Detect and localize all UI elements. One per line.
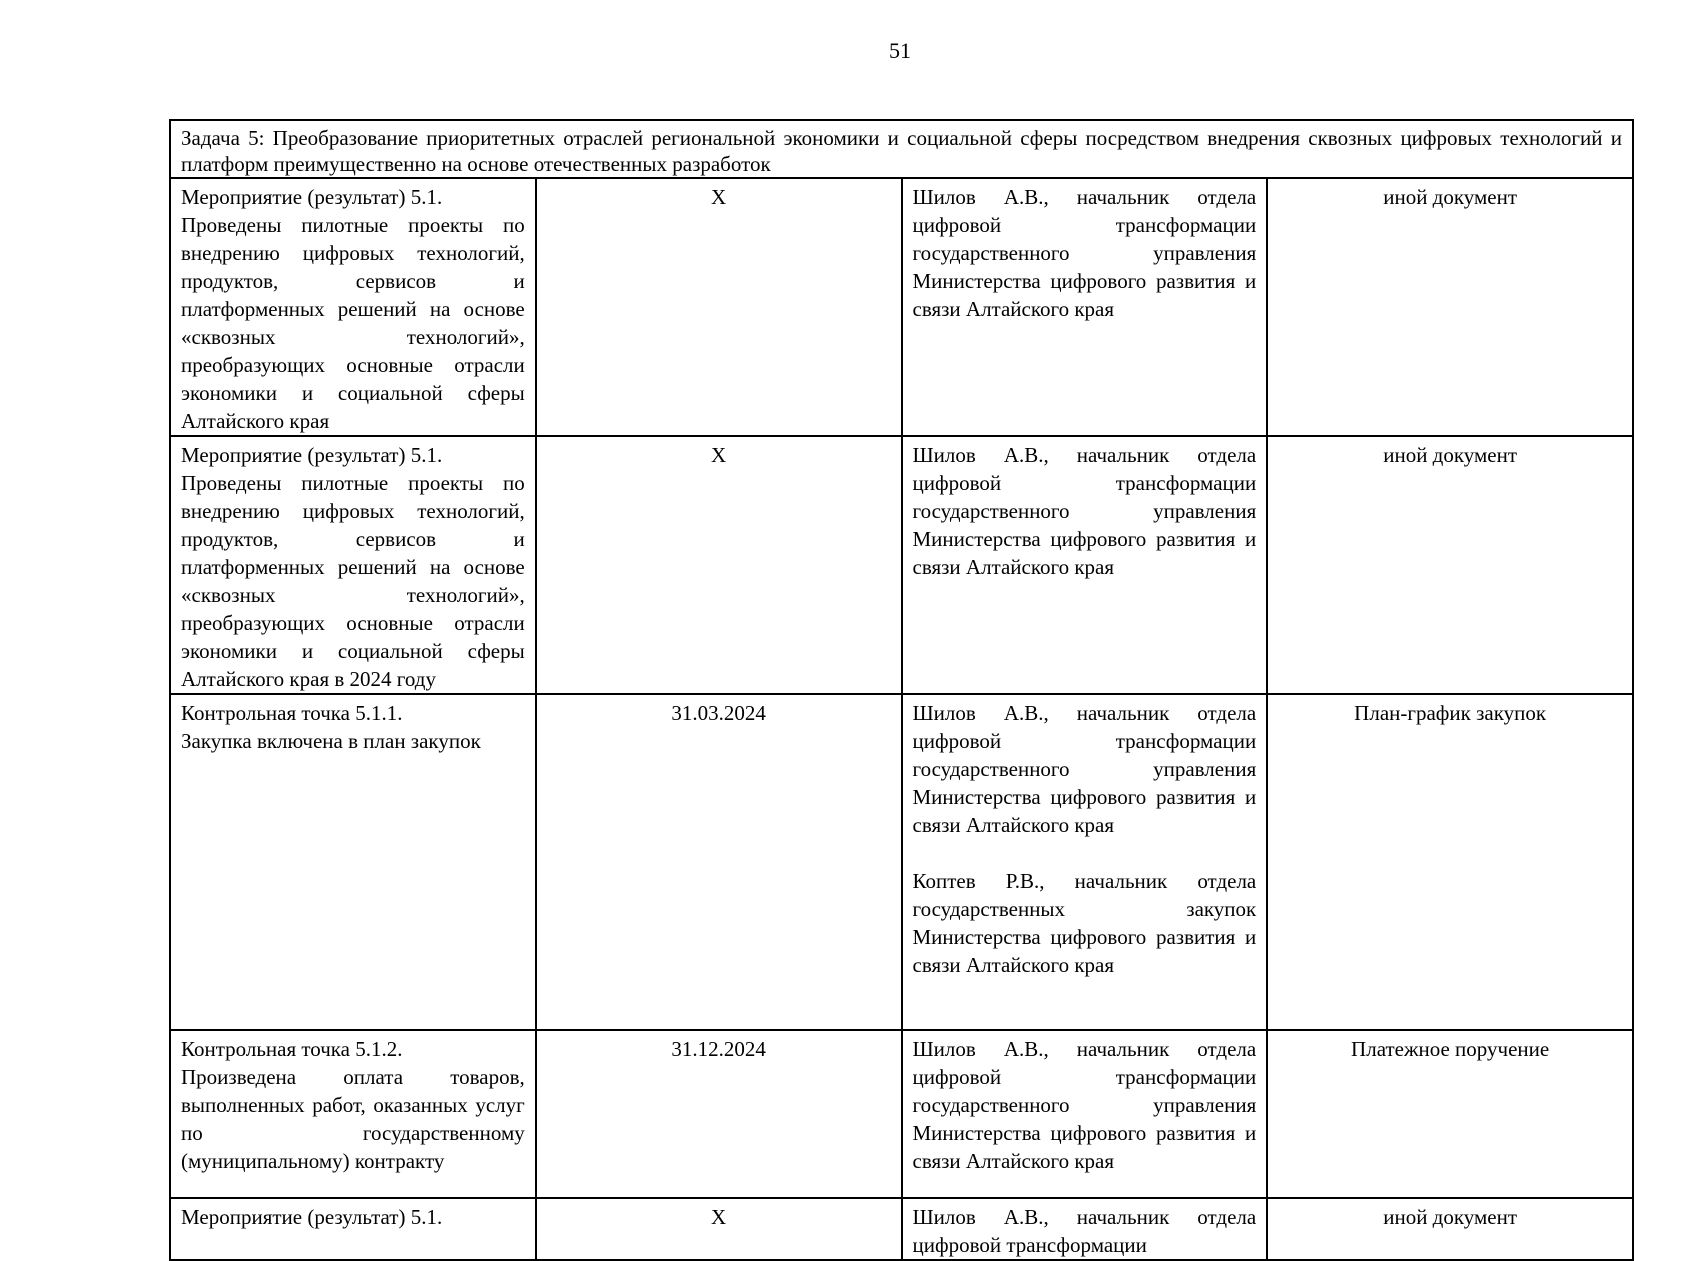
responsible-person: Шилов А.В., начальник отдела цифровой трансформации государственного управления Министерства цифрового развития и связи Алтайского края: [912, 443, 1257, 579]
event-title: Мероприятие (результат) 5.1.: [181, 185, 443, 209]
event-text: Произведена оплата товаров, выполненных работ, оказанных услуг по государственному (муниципальному) контракту: [181, 1065, 525, 1173]
event-description-cell: [170, 694, 536, 1030]
table-row: [170, 178, 1633, 436]
page-number: 51: [889, 38, 911, 63]
event-responsible-cell: [902, 1198, 1268, 1260]
event-title: Контрольная точка 5.1.1.: [181, 701, 403, 725]
event-text: Закупка включена в план закупок: [181, 729, 481, 753]
event-responsible-cell: [902, 694, 1268, 1030]
event-date: Х: [536, 178, 902, 436]
responsible-person: Шилов А.В., начальник отдела цифровой трансформации государственного управления Министерства цифрового развития и связи Алтайского края: [912, 701, 1257, 837]
events-table: [169, 119, 1634, 1261]
table-row: [170, 1198, 1633, 1260]
event-text: Проведены пилотные проекты по внедрению цифровых технологий, продуктов, сервисов и платформенных решений на основе «сквозных технологий», преобразующих основные отрасли экономики и социальной сферы Алтайского края: [181, 213, 525, 433]
event-text: Проведены пилотные проекты по внедрению цифровых технологий, продуктов, сервисов и платформенных решений на основе «сквозных технологий», преобразующих основные отрасли экономики и социальной сферы Алтайского края в 2024 году: [181, 471, 525, 691]
responsible-person: Коптев Р.В., начальник отдела государственных закупок Министерства цифрового развития и связи Алтайского края: [912, 869, 1257, 977]
event-responsible-cell: [902, 1030, 1268, 1198]
task-row: [170, 120, 1633, 178]
table-row: [170, 694, 1633, 1030]
responsible-person: Шилов А.В., начальник отдела цифровой трансформации государственного управления Министерства цифрового развития и связи Алтайского края: [912, 185, 1257, 321]
event-title: Мероприятие (результат) 5.1.: [181, 443, 443, 467]
event-document: иной документ: [1267, 178, 1633, 436]
responsible-person: Шилов А.В., начальник отдела цифровой трансформации: [912, 1205, 1257, 1257]
event-date: Х: [536, 436, 902, 694]
event-date: 31.12.2024: [536, 1030, 902, 1198]
event-document: План-график закупок: [1267, 694, 1633, 1030]
table-row: [170, 436, 1633, 694]
event-description-cell: [170, 178, 536, 436]
event-responsible-cell: [902, 436, 1268, 694]
task-title: Задача 5: Преобразование приоритетных отраслей региональной экономики и социальной сферы посредством внедрения сквозных цифровых технологий и платформ преимущественно на основе отечественных разработок: [170, 120, 1633, 178]
event-title: Контрольная точка 5.1.2.: [181, 1037, 403, 1061]
event-date: Х: [536, 1198, 902, 1260]
event-document: Платежное поручение: [1267, 1030, 1633, 1198]
event-responsible-cell: [902, 178, 1268, 436]
event-document: иной документ: [1267, 1198, 1633, 1260]
responsible-person: Шилов А.В., начальник отдела цифровой трансформации государственного управления Министерства цифрового развития и связи Алтайского края: [912, 1037, 1257, 1173]
table-row: [170, 1030, 1633, 1198]
event-description-cell: [170, 1030, 536, 1198]
event-title: Мероприятие (результат) 5.1.: [181, 1205, 443, 1229]
event-document: иной документ: [1267, 436, 1633, 694]
event-date: 31.03.2024: [536, 694, 902, 1030]
event-description-cell: [170, 436, 536, 694]
event-description-cell: [170, 1198, 536, 1260]
